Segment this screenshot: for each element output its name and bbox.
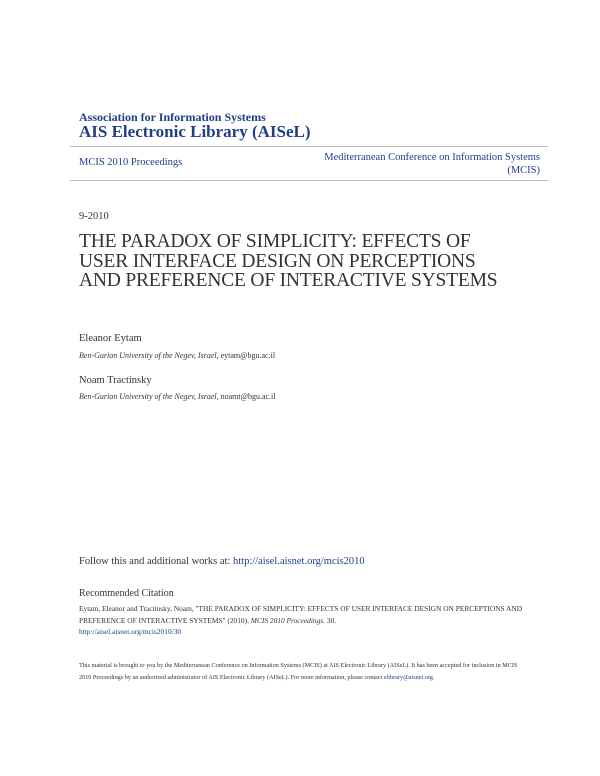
author-affiliation: Ben-Gurion University of the Negev, Israel, eytam@bgu.ac.il — [79, 351, 276, 360]
follow-text: Follow this and additional works at: — [79, 556, 233, 567]
paper-title: THE PARADOX OF SIMPLICITY: EFFECTS OF USER INTERFACE DESIGN ON PERCEPTIONS AND PREFERENCE OF INTERACTIVE SYSTEMS — [79, 231, 498, 291]
citation-text — [79, 603, 539, 638]
conference-abbrev: (MCIS) — [507, 165, 540, 176]
series-divider — [70, 180, 548, 181]
contact-email-link[interactable]: elibrary@aisnet.org — [383, 673, 433, 681]
author-affiliation: Ben-Gurion University of the Negev, Israel, noamt@bgu.ac.il — [79, 392, 276, 401]
footer-end: . — [432, 673, 435, 681]
author-name: Noam Tractinsky — [79, 375, 152, 386]
header-divider — [70, 146, 548, 147]
conference-link[interactable] — [280, 151, 540, 177]
author-email: noamt@bgu.ac.il — [220, 392, 276, 401]
footer-notice — [79, 660, 519, 683]
publication-date: 9-2010 — [79, 211, 109, 222]
citation-heading: Recommended Citation — [79, 588, 174, 599]
collection-link[interactable]: http://aisel.aisnet.org/mcis2010 — [233, 556, 365, 567]
proceedings-link[interactable]: MCIS 2010 Proceedings — [79, 157, 183, 168]
footer-text: This material is brought to you by the Mediterranean Conference on Information Systems (MCIS) at AIS Electronic Library (AISeL). It has been accepted for inclusion in MCIS 2010 Proceedings by an authorized administrator of AIS Electronic Library (AISeL). For more information, please contact — [79, 662, 518, 681]
author-name: Eleanor Eytam — [79, 333, 142, 344]
citation-suffix: . 30. — [323, 615, 337, 625]
library-name[interactable]: AIS Electronic Library (AISeL) — [79, 122, 311, 141]
citation-body: Eytam, Eleanor and Tractinsky, Noam, "THE PARADOX OF SIMPLICITY: EFFECTS OF USER INTERFACE DESIGN ON PERCEPTIONS AND PREFERENCE OF INTERACTIVE SYSTEMS" (2010). — [79, 604, 523, 625]
affiliation-text: Ben-Gurion University of the Negev, Israel — [79, 351, 217, 360]
citation-link[interactable]: http://aisel.aisnet.org/mcis2010/30 — [79, 627, 182, 636]
follow-line — [79, 556, 365, 567]
conference-name: Mediterranean Conference on Information Systems — [324, 152, 540, 163]
citation-journal: MCIS 2010 Proceedings — [250, 615, 324, 625]
affiliation-text: Ben-Gurion University of the Negev, Israel — [79, 392, 217, 401]
author-email: eytam@bgu.ac.il — [220, 351, 276, 360]
association-name: Association for Information Systems — [79, 110, 266, 124]
